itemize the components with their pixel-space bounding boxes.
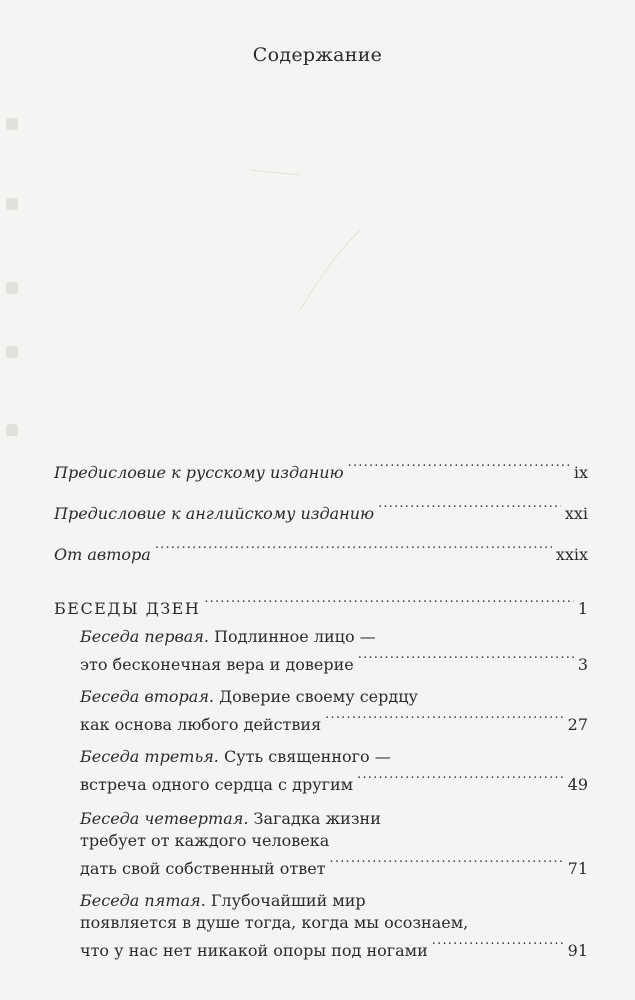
toc-talk-line: дать свой собственный ответ bbox=[80, 859, 326, 878]
toc-talk-line: Доверие своему сердцу bbox=[219, 687, 418, 706]
toc-page-number: 27 bbox=[567, 715, 588, 734]
toc-page-number: xxi bbox=[564, 504, 588, 523]
toc-entry-preface-english bbox=[54, 497, 588, 525]
toc-entry-talk-2 bbox=[80, 686, 588, 736]
toc-page-number: 49 bbox=[567, 775, 588, 794]
toc-page-number: ix bbox=[573, 463, 588, 482]
page-title: Содержание bbox=[252, 44, 383, 66]
dot-leader bbox=[358, 648, 574, 670]
toc-talk-line: что у нас нет никакой опоры под ногами bbox=[80, 941, 428, 960]
toc-entry-preface-russian bbox=[54, 456, 588, 484]
dot-leader bbox=[325, 708, 563, 730]
toc-page-number: 91 bbox=[567, 941, 588, 960]
dot-leader bbox=[432, 934, 564, 956]
toc-entry-talk-5 bbox=[80, 890, 588, 962]
toc-talk-line: Суть священного — bbox=[223, 747, 391, 766]
show-through-marks bbox=[0, 0, 635, 440]
toc-talk-label: Беседа первая. bbox=[80, 627, 209, 646]
dot-leader bbox=[378, 497, 561, 519]
toc-entry-title: От автора bbox=[54, 545, 151, 564]
dot-leader bbox=[357, 768, 564, 790]
toc-section-zen-talks bbox=[54, 592, 588, 620]
toc-talk-label: Беседа третья. bbox=[80, 747, 219, 766]
toc-talk-line: Загадка жизни bbox=[253, 809, 381, 828]
toc-talk-line: появляется в душе тогда, когда мы осознаем, bbox=[80, 913, 469, 932]
toc-entry-title: Предисловие к русскому изданию bbox=[54, 463, 344, 482]
toc-page-number: 3 bbox=[577, 655, 588, 674]
toc-entry-title: Предисловие к английскому изданию bbox=[54, 504, 375, 523]
toc-entry-talk-3 bbox=[80, 746, 588, 796]
toc-section-title: БЕСЕДЫ ДЗЕН bbox=[54, 599, 201, 618]
toc-talk-line: как основа любого действия bbox=[80, 715, 322, 734]
toc-page-number: 71 bbox=[567, 859, 588, 878]
dot-leader bbox=[348, 456, 570, 478]
dot-leader bbox=[330, 852, 564, 874]
toc-talk-line: Глубочайший мир bbox=[210, 891, 366, 910]
toc-talk-label: Беседа четвертая. bbox=[80, 809, 249, 828]
dot-leader bbox=[155, 538, 552, 560]
toc-entry-author-note bbox=[54, 538, 588, 566]
toc-page-number: xxix bbox=[555, 545, 588, 564]
toc-talk-label: Беседа вторая. bbox=[80, 687, 214, 706]
toc-talk-line: это бесконечная вера и доверие bbox=[80, 655, 354, 674]
toc-entry-talk-1 bbox=[80, 626, 588, 676]
toc-talk-line: встреча одного сердца с другим bbox=[80, 775, 354, 794]
toc-page-number: 1 bbox=[577, 599, 588, 618]
toc-talk-line: Подлинное лицо — bbox=[214, 627, 376, 646]
toc-talk-line: требует от каждого человека bbox=[80, 831, 330, 850]
dot-leader bbox=[204, 592, 574, 614]
toc-entry-talk-4 bbox=[80, 808, 588, 880]
toc-talk-label: Беседа пятая. bbox=[80, 891, 206, 910]
